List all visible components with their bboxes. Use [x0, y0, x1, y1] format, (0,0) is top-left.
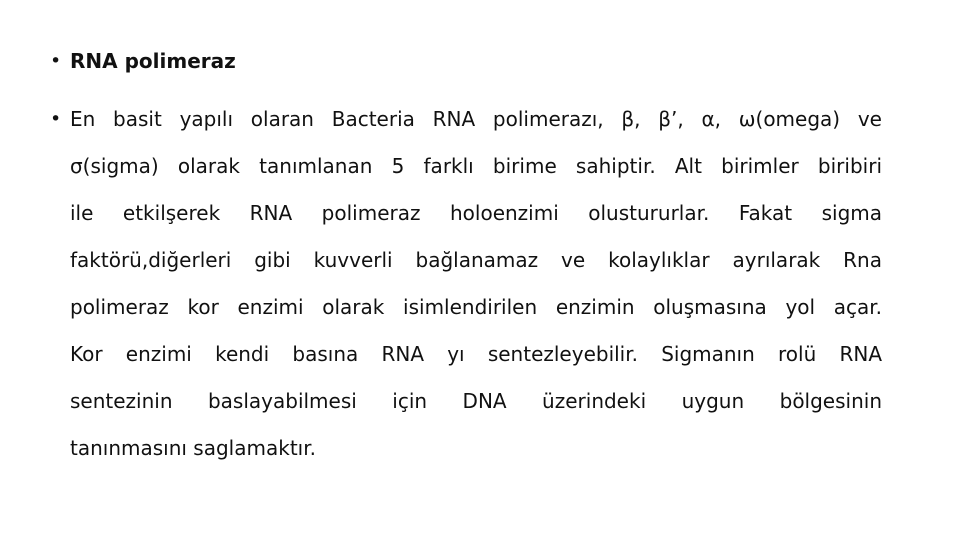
bullet-title — [50, 38, 882, 85]
paragraph-line: polimeraz kor enzimi olarak isimlendirilen enzimin oluşmasına yol açar. — [70, 295, 883, 319]
bullet-point-icon: • — [50, 108, 62, 130]
paragraph-line: tanınmasını saglamaktır. — [70, 436, 316, 460]
bullet-point-icon: • — [50, 50, 62, 72]
paragraph-line: σ(sigma) olarak tanımlanan 5 farklı birime sahiptir. Alt birimler biribiri — [70, 154, 882, 178]
bullet-heading-text: RNA polimeraz — [70, 49, 236, 73]
paragraph-line: En basit yapılı olaran Bacteria RNA polimerazı, β, β’, α, ω(omega) ve — [70, 107, 882, 131]
paragraph-line: faktörü,diğerleri gibi kuvverli bağlanamaz ve kolaylıklar ayrılarak Rna — [70, 248, 882, 272]
paragraph-line: sentezinin baslayabilmesi için DNA üzerindeki uygun bölgesinin — [70, 389, 882, 413]
paragraph-text — [70, 96, 882, 472]
paragraph-line: ile etkilşerek RNA polimeraz holoenzimi olustururlar. Fakat sigma — [70, 201, 883, 225]
bullet-paragraph — [50, 96, 882, 472]
paragraph-line: Kor enzimi kendi basına RNA yı sentezleyebilir. Sigmanın rolü RNA — [70, 342, 882, 366]
